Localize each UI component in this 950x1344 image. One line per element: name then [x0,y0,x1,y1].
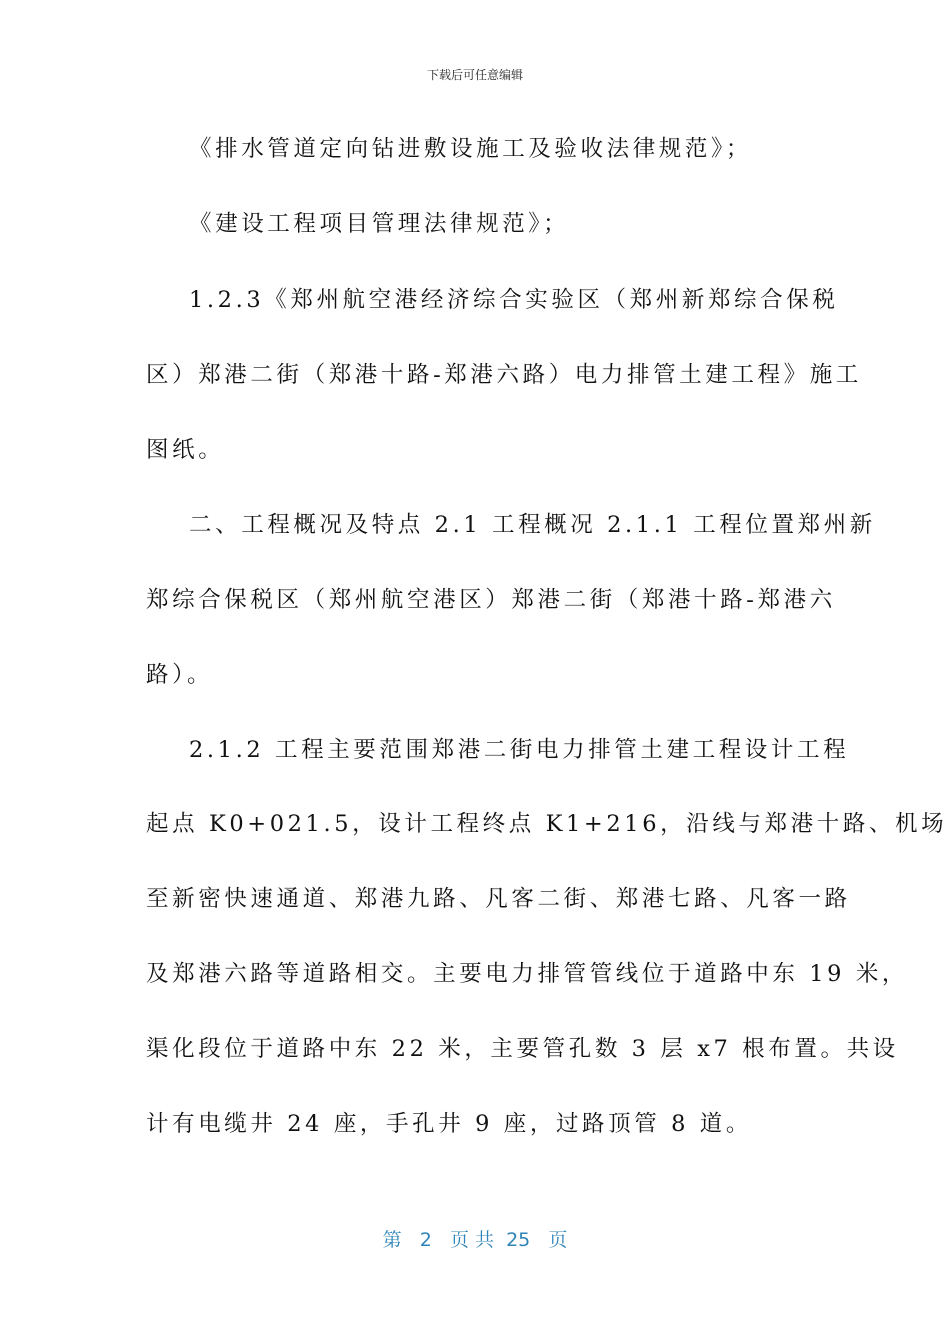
footer-prefix: 第 [382,1229,402,1251]
body-line: 《排水管道定向钻进敷设施工及验收法律规范》； [189,136,752,162]
body-line: 郑综合保税区（郑州航空港区）郑港二街（郑港十路-郑港六 [146,587,836,613]
body-line: 二、工程概况及特点 2.1 工程概况 2.1.1 工程位置郑州新 [189,512,876,538]
body-line: 《建设工程项目管理法律规范》； [189,211,570,237]
body-line: 图纸。 [146,437,225,463]
page-footer [0,1225,950,1252]
body-line: 路）。 [146,662,214,688]
body-line: 至新密快速通道、郑港九路、凡客二街、郑港七路、凡客一路 [146,886,851,912]
body-line: 1.2.3《郑州航空港经济综合实验区（郑州新郑综合保税 [189,287,839,313]
body-line: 区）郑港二街（郑港十路-郑港六路）电力排管土建工程》施工 [146,362,862,388]
body-line: 及郑港六路等道路相交。主要电力排管管线位于道路中东 19 米， [146,961,909,987]
body-line: 计有电缆井 24 座，手孔井 9 座，过路顶管 8 道。 [146,1111,752,1137]
header-note: 下载后可任意编辑 [426,68,523,82]
footer-suffix: 页 [548,1229,568,1251]
body-line: 起点 K0+021.5，设计工程终点 K1+216，沿线与郑港十路、机场 [146,811,948,837]
body-line: 2.1.2 工程主要范围郑港二街电力排管土建工程设计工程 [189,737,850,763]
footer-page-number: 2 [419,1229,432,1251]
footer-total-pages: 25 [506,1229,531,1251]
footer-middle: 页 共 [449,1229,494,1251]
body-line: 渠化段位于道路中东 22 米，主要管孔数 3 层 x7 根布置。共设 [146,1036,899,1062]
